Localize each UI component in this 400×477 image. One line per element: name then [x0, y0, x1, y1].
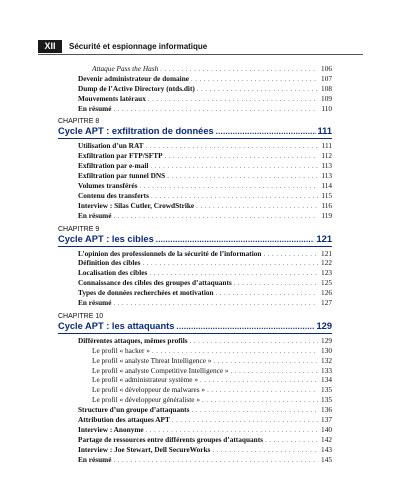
dot-leader	[156, 235, 315, 244]
toc-entry-page: 116	[321, 200, 332, 210]
dot-leader	[113, 213, 318, 220]
toc-entry-page: 127	[321, 298, 332, 308]
dot-leader	[263, 251, 318, 258]
toc-entry-title: En résumé	[78, 298, 112, 308]
toc-entry	[58, 356, 332, 366]
chapter-page: 129	[316, 320, 332, 331]
toc-entry-page: 142	[321, 434, 332, 444]
toc-entry-title: En résumé	[78, 210, 112, 220]
toc-entry-title: Dump de l’Active Directory (ntds.dit)	[78, 83, 195, 93]
toc-entry-title: Interview : Silas Cutler, CrowdStrike	[78, 200, 195, 210]
toc-entry	[58, 405, 332, 415]
chapter-label: CHAPITRE 10	[58, 312, 104, 320]
toc-entry-title: Types de données recherchées et motivation	[78, 288, 214, 298]
dot-leader	[216, 127, 316, 136]
toc-entry-title: Le profil « analyste Competitive Intelligence »	[92, 365, 229, 375]
chapter-rule	[58, 333, 332, 334]
toc-entry	[58, 74, 332, 84]
page-number-badge: XII	[38, 40, 62, 53]
toc-entry	[58, 415, 332, 425]
chapter-rule	[58, 246, 332, 247]
toc-entry-title: Différentes attaques, mêmes profils	[78, 335, 188, 345]
toc-entry	[58, 425, 332, 435]
chapter-title-text: Cycle APT : les cibles	[58, 233, 154, 244]
toc-entry-title: Devenir administrateur de domaine	[78, 73, 190, 83]
toc-entry-title: Utilisation d’un RAT	[78, 141, 144, 151]
toc-entry-page: 137	[321, 415, 332, 425]
dot-leader	[200, 377, 318, 384]
dot-leader	[160, 66, 318, 73]
chapter-section	[58, 117, 332, 220]
dot-leader	[165, 153, 318, 160]
toc-entry-page: 122	[321, 258, 332, 268]
toc-entry-title: L’opinion des professionnels de la sécurité de l’information	[78, 248, 262, 258]
toc-entry	[58, 435, 332, 445]
toc-entry	[58, 171, 332, 181]
dot-leader	[142, 260, 318, 267]
dot-leader	[152, 348, 318, 355]
toc-entry	[58, 445, 332, 455]
dot-leader	[216, 290, 318, 297]
toc-entry	[58, 298, 332, 308]
dot-leader	[113, 106, 318, 113]
toc-entry	[58, 455, 332, 465]
toc-entry	[58, 288, 332, 298]
toc-entry-page: 107	[321, 73, 332, 83]
toc-entry-title: Connaissance des cibles des groupes d’attaquants	[78, 278, 232, 288]
toc-entry-title: Exfiltration par FTP/SFTP	[78, 151, 163, 161]
toc-entry-page: 145	[321, 454, 332, 464]
toc-entry	[58, 141, 332, 151]
toc-entry	[58, 366, 332, 376]
toc-entry-title: Le profil « développeur généraliste »	[92, 395, 200, 405]
dot-leader	[234, 280, 318, 287]
toc-entry	[58, 375, 332, 385]
toc-entry	[58, 249, 332, 259]
toc-entry-page: 119	[321, 210, 332, 220]
dot-leader	[149, 270, 318, 277]
toc-entry-title: Interview : Anonyme	[78, 424, 144, 434]
toc-entry	[58, 395, 332, 405]
toc-entry	[58, 181, 332, 191]
dot-leader	[190, 338, 318, 345]
toc-entry-title: Exfiltration par tunnel DNS	[78, 171, 166, 181]
chapter-label: CHAPITRE 9	[58, 225, 100, 233]
dot-leader	[148, 96, 318, 103]
chapter-label: CHAPITRE 8	[58, 118, 100, 126]
dot-leader	[265, 437, 318, 444]
dot-leader	[196, 203, 318, 210]
chapter-page: 121	[316, 233, 332, 244]
toc-entry-page: 135	[321, 385, 332, 395]
toc-entry	[58, 336, 332, 346]
toc-entry-page: 126	[321, 288, 332, 298]
dot-leader	[151, 193, 318, 200]
toc-entry	[58, 211, 332, 221]
toc-entry-page: 130	[321, 345, 332, 355]
dot-leader	[113, 457, 318, 464]
toc-entry-title: Interview : Joe Stewart, Dell SecureWorks	[78, 444, 211, 454]
chapter-title	[58, 126, 332, 138]
toc-entry	[58, 84, 332, 94]
toc-entry-title: Structure d’un groupe d’attaquants	[78, 405, 190, 415]
toc-entry-title: En résumé	[78, 103, 112, 113]
chapter-title-text: Cycle APT : les attaquants	[58, 320, 175, 331]
toc-entry	[58, 268, 332, 278]
chapter-section	[58, 225, 332, 308]
toc-entry-title: Exfiltration par e-mail	[78, 161, 149, 171]
dot-leader	[202, 397, 318, 404]
toc-entry-page: 112	[321, 151, 332, 161]
toc-entry-title: En résumé	[78, 454, 112, 464]
toc-entry-page: 115	[321, 190, 332, 200]
dot-leader	[176, 322, 314, 331]
header-rule	[38, 54, 363, 55]
toc-entry	[58, 385, 332, 395]
toc-entry-title: Partage de ressources entre différents groupes d’attaquants	[78, 434, 263, 444]
toc-entry-page: 111	[321, 141, 332, 151]
running-header	[38, 40, 378, 54]
chapter-title	[58, 234, 332, 246]
toc-entry-page: 108	[321, 83, 332, 93]
toc-entry	[58, 161, 332, 171]
toc-entry-page: 129	[321, 335, 332, 345]
toc-entry-page: 106	[321, 64, 332, 73]
running-title: Sécurité et espionnage informatique	[69, 42, 208, 51]
dot-leader	[167, 173, 318, 180]
toc-entry	[58, 346, 332, 356]
toc-entry	[58, 191, 332, 201]
toc-entry-page: 140	[321, 424, 332, 434]
table-of-contents	[58, 64, 332, 465]
dot-leader	[172, 417, 318, 424]
toc-entry-page: 110	[321, 103, 332, 113]
toc-entry-title: Définition des cibles	[78, 258, 141, 268]
toc-entry-page: 136	[321, 405, 332, 415]
chapter-section	[58, 312, 332, 465]
dot-leader	[191, 76, 318, 83]
toc-entry-title: Le profil « hacker »	[92, 345, 150, 355]
toc-entry	[58, 94, 332, 104]
dot-leader	[146, 427, 318, 434]
toc-entry-page: 109	[321, 93, 332, 103]
dot-leader	[207, 387, 318, 394]
toc-entry-page: 114	[321, 181, 332, 191]
toc-entry-title: Mouvements latéraux	[78, 93, 146, 103]
toc-entry	[58, 278, 332, 288]
toc-entry	[58, 258, 332, 268]
toc-entry-page: 134	[321, 375, 332, 385]
toc-entry	[58, 64, 332, 74]
toc-entry-page: 121	[321, 248, 332, 258]
dot-leader	[191, 407, 318, 414]
dot-leader	[212, 447, 318, 454]
toc-entry	[58, 151, 332, 161]
toc-entry-title: Le profil « administrateur système »	[92, 375, 198, 385]
toc-entry-title: Volumes transférés	[78, 181, 138, 191]
toc-entry-title: Le profil « analyste Threat Intelligence »	[92, 355, 212, 365]
toc-entry-page: 113	[321, 161, 332, 171]
dot-leader	[140, 183, 318, 190]
chapter-rule	[58, 138, 332, 139]
chapter-title	[58, 321, 332, 333]
dot-leader	[150, 163, 318, 170]
toc-entry-title: Localisation des cibles	[78, 268, 148, 278]
toc-entry-title: Attribution des attaques APT	[78, 415, 170, 425]
toc-entry	[58, 201, 332, 211]
toc-entry-title: Attaque Pass the Hash	[92, 64, 159, 73]
chapter-title-text: Cycle APT : exfiltration de données	[58, 126, 214, 137]
toc-entry-title: Le profil « développeur de malwares »	[92, 385, 206, 395]
toc-entry-page: 113	[321, 171, 332, 181]
toc-entry-title: Contenu des transferts	[78, 190, 149, 200]
chapter-page: 111	[317, 126, 332, 137]
toc-entry-page: 135	[321, 395, 332, 405]
toc-entry-page: 123	[321, 268, 332, 278]
dot-leader	[197, 86, 318, 93]
dot-leader	[231, 368, 318, 375]
toc-entry-page: 132	[321, 355, 332, 365]
dot-leader	[213, 358, 318, 365]
toc-entry	[58, 104, 332, 114]
toc-entry-page: 133	[321, 365, 332, 375]
dot-leader	[146, 143, 318, 150]
toc-entry-page: 143	[321, 444, 332, 454]
dot-leader	[113, 300, 318, 307]
toc-entry-page: 125	[321, 278, 332, 288]
